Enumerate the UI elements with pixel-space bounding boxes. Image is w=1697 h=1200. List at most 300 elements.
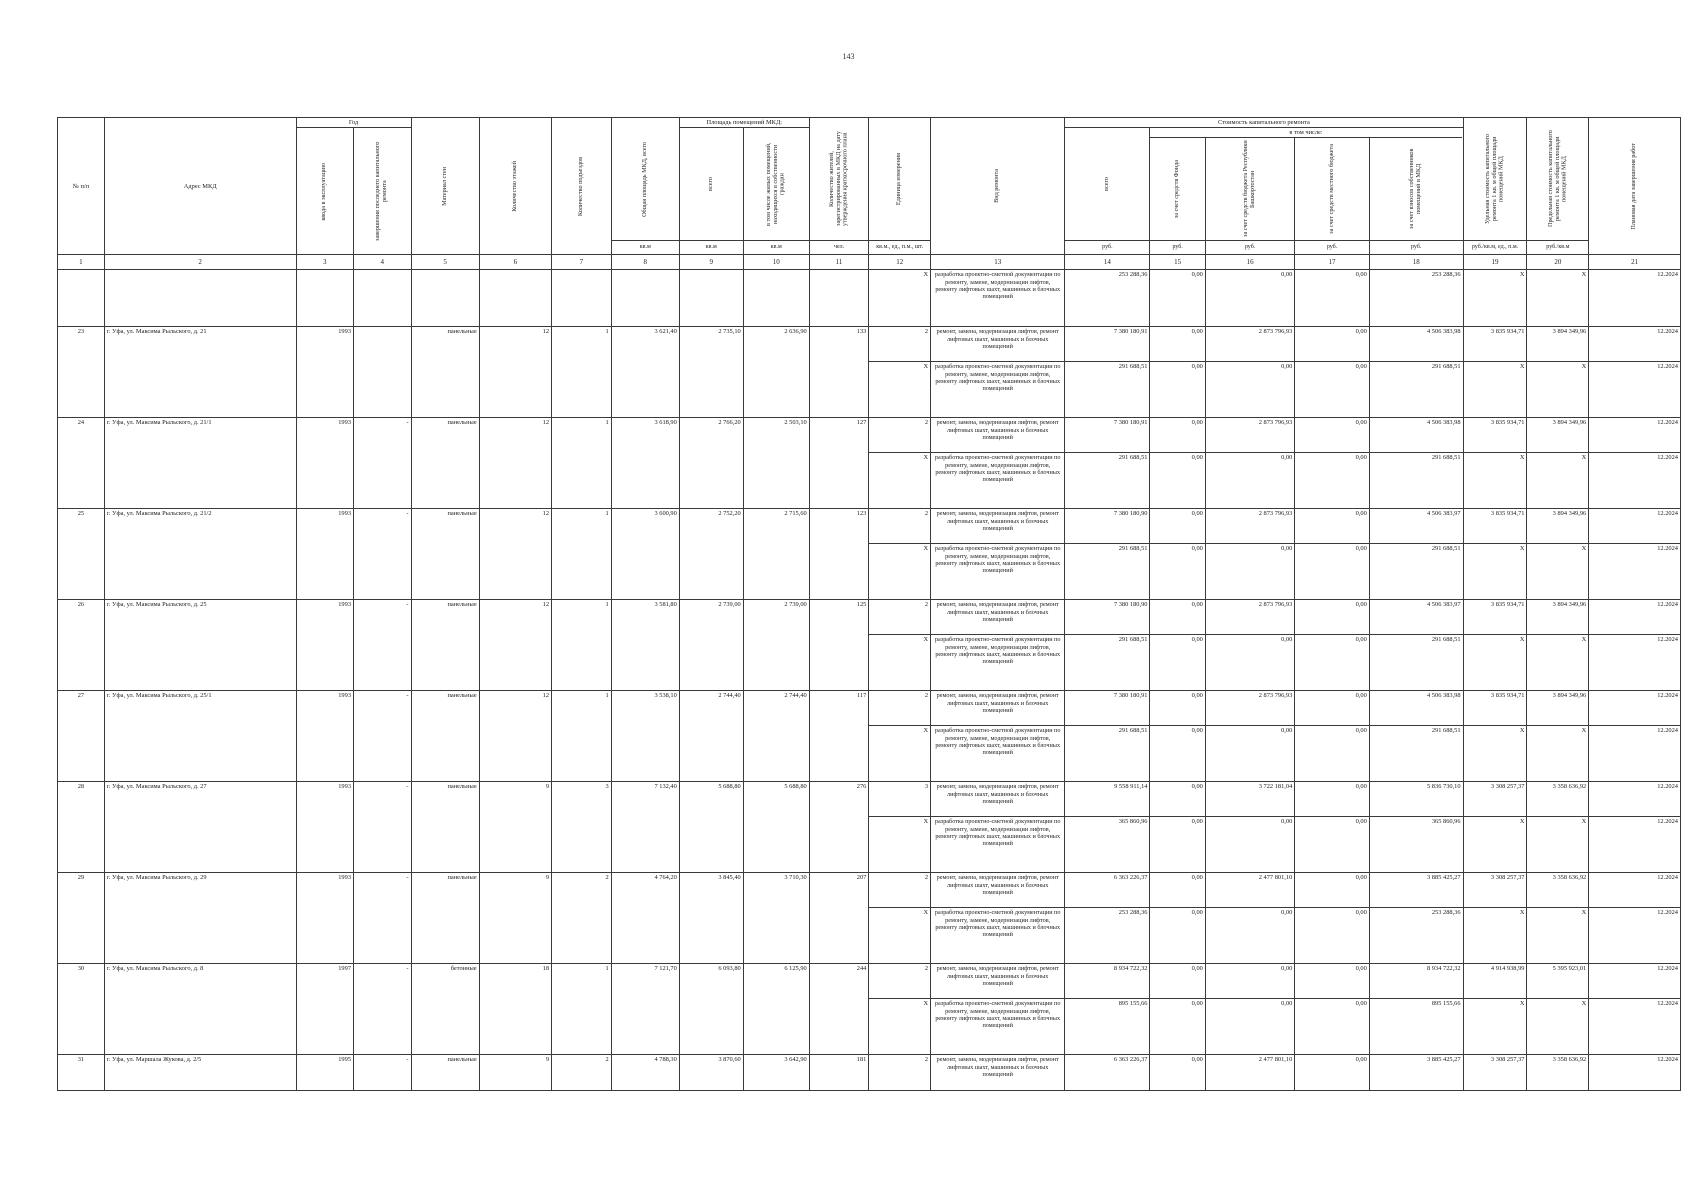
cost-local-budget: 0,00	[1295, 270, 1370, 327]
column-number: 9	[679, 255, 743, 270]
cost-fund: 0,00	[1150, 418, 1205, 453]
header-cell	[296, 128, 354, 255]
work-type: ремонт, замена, модернизация лифтов, ремонт лифтовых шахт, машинных и блочных помещений	[931, 1055, 1065, 1091]
total-area: 4 764,20	[611, 873, 679, 964]
empty-cell	[479, 270, 551, 327]
column-number-row	[58, 255, 1681, 270]
cost-total: 253 288,36	[1065, 908, 1150, 964]
residential-area: 2 715,60	[743, 509, 809, 600]
column-number: 7	[552, 255, 612, 270]
unit-cell: кв.м	[679, 241, 743, 255]
completion-date: 12.2024	[1589, 782, 1681, 817]
header-text: Предельная стоимость капитального ремонта 1 кв. м общей площади помещений МКД	[1546, 130, 1568, 228]
floors: 9	[479, 782, 551, 873]
column-number: 16	[1205, 255, 1294, 270]
column-number: 4	[354, 255, 412, 270]
empty-cell	[104, 270, 296, 327]
completion-date: 12.2024	[1589, 964, 1681, 999]
empty-cell	[296, 270, 354, 327]
cost-owners: 291 688,51	[1369, 544, 1463, 600]
work-type: ремонт, замена, модернизация лифтов, ремонт лифтовых шахт, машинных и блочных помещений	[931, 600, 1065, 635]
cost-total: 6 363 226,37	[1065, 1055, 1150, 1091]
last-repair-year: -	[354, 964, 412, 1055]
header-cell	[1065, 128, 1150, 241]
table-row	[58, 509, 1681, 544]
header-cell	[869, 118, 931, 241]
residents: 123	[809, 509, 869, 600]
column-number: 15	[1150, 255, 1205, 270]
cost-republic-budget: 0,00	[1205, 964, 1294, 999]
cost-local-budget: 0,00	[1295, 782, 1370, 817]
table-row	[58, 873, 1681, 908]
cost-total: 9 558 911,14	[1065, 782, 1150, 817]
table-row	[58, 418, 1681, 453]
empty-cell	[743, 270, 809, 327]
cost-owners: 4 506 383,98	[1369, 418, 1463, 453]
last-repair-year	[354, 327, 412, 418]
specific-cost: 3 835 934,71	[1463, 418, 1527, 453]
cost-total: 7 380 180,90	[1065, 509, 1150, 544]
limit-cost: X	[1527, 817, 1589, 873]
unit-value: X	[869, 635, 931, 691]
wall-material: панельные	[411, 782, 479, 873]
header-cell: № п/п	[58, 118, 105, 255]
header-text: Количество этажей	[510, 160, 518, 212]
floors: 12	[479, 691, 551, 782]
work-type: разработка проектно-сметной документации по ремонту, замене, модернизации лифтов, ремонту лифтовых шахт, машинных и блочных помещений	[931, 362, 1065, 418]
cost-owners: 8 934 722,32	[1369, 964, 1463, 999]
header-cell	[1295, 128, 1370, 241]
completion-date: 12.2024	[1589, 453, 1681, 509]
row-number: 26	[58, 600, 105, 691]
limit-cost: X	[1527, 362, 1589, 418]
total-area: 7 132,40	[611, 782, 679, 873]
cost-total: 7 380 180,91	[1065, 418, 1150, 453]
work-type: ремонт, замена, модернизация лифтов, ремонт лифтовых шахт, машинных и блочных помещений	[931, 327, 1065, 362]
cost-owners: 291 688,51	[1369, 362, 1463, 418]
work-type: ремонт, замена, модернизация лифтов, ремонт лифтовых шахт, машинных и блочных помещений	[931, 418, 1065, 453]
residents: 133	[809, 327, 869, 418]
completion-date: 12.2024	[1589, 600, 1681, 635]
work-type: разработка проектно-сметной документации по ремонту, замене, модернизации лифтов, ремонту лифтовых шахт, машинных и блочных помещений	[931, 908, 1065, 964]
address: г. Уфа, ул. Максима Рыльского, д. 21	[104, 327, 296, 418]
cost-local-budget: 0,00	[1295, 691, 1370, 726]
unit-value: 2	[869, 964, 931, 999]
header-text: Вид ремонта	[993, 169, 1001, 204]
floors: 12	[479, 600, 551, 691]
premises-area: 2 739,00	[679, 600, 743, 691]
completion-date: 12.2024	[1589, 726, 1681, 782]
unit-value: 2	[869, 327, 931, 362]
completion-date: 12.2024	[1589, 270, 1681, 327]
total-area: 3 621,40	[611, 327, 679, 418]
entrances: 1	[552, 600, 612, 691]
residential-area: 3 642,90	[743, 1055, 809, 1091]
specific-cost: 3 308 257,37	[1463, 1055, 1527, 1091]
work-type: разработка проектно-сметной документации по ремонту, замене, модернизации лифтов, ремонту лифтовых шахт, машинных и блочных помещений	[931, 544, 1065, 600]
unit-value: 2	[869, 600, 931, 635]
cost-local-budget: 0,00	[1295, 999, 1370, 1055]
work-type: разработка проектно-сметной документации по ремонту, замене, модернизации лифтов, ремонту лифтовых шахт, машинных и блочных помещений	[931, 726, 1065, 782]
column-number: 11	[809, 255, 869, 270]
specific-cost: X	[1463, 544, 1527, 600]
work-type: ремонт, замена, модернизация лифтов, ремонт лифтовых шахт, машинных и блочных помещений	[931, 509, 1065, 544]
cost-owners: 253 288,36	[1369, 908, 1463, 964]
completion-date: 12.2024	[1589, 999, 1681, 1055]
limit-cost: X	[1527, 908, 1589, 964]
limit-cost: 3 894 349,96	[1527, 600, 1589, 635]
entrances: 1	[552, 418, 612, 509]
completion-date: 12.2024	[1589, 362, 1681, 418]
wall-material: бетонные	[411, 964, 479, 1055]
column-number: 12	[869, 255, 931, 270]
limit-cost: X	[1527, 544, 1589, 600]
cost-local-budget: 0,00	[1295, 964, 1370, 999]
unit-cell: кв.м	[743, 241, 809, 255]
wall-material: панельные	[411, 1055, 479, 1091]
entrances: 2	[552, 1055, 612, 1091]
cost-total: 365 860,96	[1065, 817, 1150, 873]
year-built: 1993	[296, 782, 354, 873]
residents: 276	[809, 782, 869, 873]
cost-total: 8 934 722,32	[1065, 964, 1150, 999]
column-number: 14	[1065, 255, 1150, 270]
cost-republic-budget: 0,00	[1205, 544, 1294, 600]
work-type: разработка проектно-сметной документации по ремонту, замене, модернизации лифтов, ремонту лифтовых шахт, машинных и блочных помещений	[931, 270, 1065, 327]
cost-fund: 0,00	[1150, 817, 1205, 873]
cost-fund: 0,00	[1150, 600, 1205, 635]
work-type: ремонт, замена, модернизация лифтов, ремонт лифтовых шахт, машинных и блочных помещений	[931, 691, 1065, 726]
unit-value: 2	[869, 873, 931, 908]
cost-total: 291 688,51	[1065, 726, 1150, 782]
header-text: Удельная стоимость капитального ремонта 1 кв. м общей площади помещений МКД	[1483, 134, 1505, 225]
cost-local-budget: 0,00	[1295, 362, 1370, 418]
unit-cell: кв.м., ед., п.м., шт.	[869, 241, 931, 255]
cost-republic-budget: 0,00	[1205, 726, 1294, 782]
header-text: за счет средств Фонда	[1173, 160, 1181, 219]
work-type: ремонт, замена, модернизация лифтов, ремонт лифтовых шахт, машинных и блочных помещений	[931, 964, 1065, 999]
limit-cost: 3 894 349,96	[1527, 509, 1589, 544]
unit-value: 3	[869, 782, 931, 817]
empty-cell	[809, 270, 869, 327]
completion-date: 12.2024	[1589, 873, 1681, 908]
residential-area: 6 125,90	[743, 964, 809, 1055]
header-cell	[611, 118, 679, 241]
address: г. Уфа, ул. Максима Рыльского, д. 25	[104, 600, 296, 691]
premises-area: 2 766,20	[679, 418, 743, 509]
cost-owners: 291 688,51	[1369, 635, 1463, 691]
header-cell: Площадь помещений МКД:	[679, 118, 809, 128]
header-text: Количество жителей, зарегистрированных в МКД на дату утверждения краткосрочного плана	[827, 131, 849, 227]
completion-date: 12.2024	[1589, 691, 1681, 726]
header-cell	[552, 118, 612, 255]
unit-value: X	[869, 270, 931, 327]
premises-area: 3 870,60	[679, 1055, 743, 1091]
cost-owners: 4 506 383,97	[1369, 600, 1463, 635]
limit-cost: X	[1527, 999, 1589, 1055]
cost-owners: 253 288,36	[1369, 270, 1463, 327]
column-number: 21	[1589, 255, 1681, 270]
address: г. Уфа, ул. Максима Рыльского, д. 21/1	[104, 418, 296, 509]
cost-fund: 0,00	[1150, 544, 1205, 600]
unit-cell: чел.	[809, 241, 869, 255]
residential-area: 3 710,30	[743, 873, 809, 964]
specific-cost: X	[1463, 635, 1527, 691]
cost-total: 291 688,51	[1065, 362, 1150, 418]
unit-value: X	[869, 726, 931, 782]
page-number: 143	[842, 52, 855, 61]
unit-cell: руб.	[1150, 241, 1205, 255]
cost-fund: 0,00	[1150, 453, 1205, 509]
header-text: Единица измерения	[895, 153, 903, 206]
specific-cost: 3 835 934,71	[1463, 600, 1527, 635]
address: г. Уфа, ул. Маршала Жукова, д. 2/5	[104, 1055, 296, 1091]
residential-area: 5 688,80	[743, 782, 809, 873]
specific-cost: X	[1463, 908, 1527, 964]
limit-cost: 3 894 349,96	[1527, 327, 1589, 362]
specific-cost: X	[1463, 999, 1527, 1055]
premises-area: 2 744,40	[679, 691, 743, 782]
completion-date: 12.2024	[1589, 1055, 1681, 1091]
unit-cell: руб./кв.м	[1527, 241, 1589, 255]
cost-total: 6 363 226,37	[1065, 873, 1150, 908]
column-number: 18	[1369, 255, 1463, 270]
work-type: разработка проектно-сметной документации по ремонту, замене, модернизации лифтов, ремонту лифтовых шахт, машинных и блочных помещений	[931, 817, 1065, 873]
completion-date: 12.2024	[1589, 418, 1681, 453]
address: г. Уфа, ул. Максима Рыльского, д. 8	[104, 964, 296, 1055]
cost-republic-budget: 0,00	[1205, 270, 1294, 327]
specific-cost: 3 835 934,71	[1463, 691, 1527, 726]
limit-cost: 3 894 349,96	[1527, 691, 1589, 726]
cost-republic-budget: 3 722 181,04	[1205, 782, 1294, 817]
empty-cell	[354, 270, 412, 327]
cost-local-budget: 0,00	[1295, 726, 1370, 782]
cost-total: 895 155,66	[1065, 999, 1150, 1055]
unit-value: X	[869, 544, 931, 600]
unit-value: X	[869, 999, 931, 1055]
cost-republic-budget: 2 477 801,10	[1205, 1055, 1294, 1091]
row-number: 23	[58, 327, 105, 418]
cost-total: 7 380 180,91	[1065, 691, 1150, 726]
header-cell	[679, 128, 743, 241]
residential-area: 2 503,10	[743, 418, 809, 509]
residents: 125	[809, 600, 869, 691]
residents: 117	[809, 691, 869, 782]
address: г. Уфа, ул. Максима Рыльского, д. 29	[104, 873, 296, 964]
floors: 12	[479, 509, 551, 600]
cost-local-budget: 0,00	[1295, 509, 1370, 544]
cost-fund: 0,00	[1150, 782, 1205, 817]
unit-value: 2	[869, 509, 931, 544]
cost-local-budget: 0,00	[1295, 873, 1370, 908]
column-number: 5	[411, 255, 479, 270]
header-cell	[1205, 128, 1294, 241]
empty-cell	[611, 270, 679, 327]
last-repair-year: -	[354, 782, 412, 873]
limit-cost: X	[1527, 726, 1589, 782]
header-cell	[1369, 128, 1463, 241]
year-built: 1993	[296, 600, 354, 691]
column-number: 20	[1527, 255, 1589, 270]
last-repair-year: -	[354, 691, 412, 782]
wall-material: панельные	[411, 509, 479, 600]
cost-owners: 3 885 425,27	[1369, 1055, 1463, 1091]
column-number: 19	[1463, 255, 1527, 270]
header-cell	[479, 118, 551, 255]
unit-value: X	[869, 908, 931, 964]
limit-cost: 3 894 349,96	[1527, 418, 1589, 453]
cost-republic-budget: 0,00	[1205, 635, 1294, 691]
residents: 181	[809, 1055, 869, 1091]
completion-date: 12.2024	[1589, 908, 1681, 964]
premises-area: 6 093,80	[679, 964, 743, 1055]
entrances: 1	[552, 691, 612, 782]
cost-republic-budget: 2 873 796,93	[1205, 327, 1294, 362]
unit-value: 2	[869, 418, 931, 453]
table-row	[58, 782, 1681, 817]
unit-value: 2	[869, 691, 931, 726]
specific-cost: 3 835 934,71	[1463, 509, 1527, 544]
total-area: 3 581,80	[611, 600, 679, 691]
limit-cost: X	[1527, 453, 1589, 509]
entrances: 1	[552, 327, 612, 418]
incl-banner: в том числе:	[1150, 128, 1462, 138]
header-text: за счет средств бюджета Республики Башкортостан	[1242, 141, 1257, 238]
cost-republic-budget: 0,00	[1205, 453, 1294, 509]
header-cell: Год	[296, 118, 411, 128]
cost-fund: 0,00	[1150, 873, 1205, 908]
cost-owners: 4 506 383,97	[1369, 509, 1463, 544]
residents: 207	[809, 873, 869, 964]
specific-cost: 3 835 934,71	[1463, 327, 1527, 362]
completion-date: 12.2024	[1589, 635, 1681, 691]
column-number: 6	[479, 255, 551, 270]
work-type: ремонт, замена, модернизация лифтов, ремонт лифтовых шахт, машинных и блочных помещений	[931, 873, 1065, 908]
year-built: 1993	[296, 327, 354, 418]
empty-cell	[679, 270, 743, 327]
cost-owners: 365 860,96	[1369, 817, 1463, 873]
row-number: 27	[58, 691, 105, 782]
residential-area: 2 636,90	[743, 327, 809, 418]
cost-owners: 4 506 383,98	[1369, 327, 1463, 362]
capital-repair-table	[57, 117, 1681, 1091]
limit-cost: 5 395 923,01	[1527, 964, 1589, 999]
table-row	[58, 327, 1681, 362]
row-number: 24	[58, 418, 105, 509]
header-cell	[411, 118, 479, 255]
cost-owners: 895 155,66	[1369, 999, 1463, 1055]
work-type: разработка проектно-сметной документации по ремонту, замене, модернизации лифтов, ремонту лифтовых шахт, машинных и блочных помещений	[931, 999, 1065, 1055]
specific-cost: 3 308 257,37	[1463, 782, 1527, 817]
header-text: всего	[1102, 177, 1110, 192]
cost-owners: 291 688,51	[1369, 726, 1463, 782]
completion-date: 12.2024	[1589, 544, 1681, 600]
cost-fund: 0,00	[1150, 270, 1205, 327]
row-number: 30	[58, 964, 105, 1055]
cost-republic-budget: 0,00	[1205, 999, 1294, 1055]
residential-area: 2 744,40	[743, 691, 809, 782]
header-text: Плановая дата завершения работ	[1630, 142, 1638, 230]
header-cell	[1463, 118, 1527, 241]
cost-local-budget: 0,00	[1295, 327, 1370, 362]
entrances: 3	[552, 782, 612, 873]
header-cell: Стоимость капитального ремонта	[1065, 118, 1463, 128]
last-repair-year: -	[354, 418, 412, 509]
cost-local-budget: 0,00	[1295, 544, 1370, 600]
header-cell	[931, 118, 1065, 255]
wall-material: панельные	[411, 600, 479, 691]
residents: 127	[809, 418, 869, 509]
row-number: 28	[58, 782, 105, 873]
premises-area: 5 688,80	[679, 782, 743, 873]
cost-local-budget: 0,00	[1295, 635, 1370, 691]
unit-value: X	[869, 817, 931, 873]
floors: 12	[479, 327, 551, 418]
empty-cell	[552, 270, 612, 327]
header-cell	[354, 128, 412, 255]
work-type: разработка проектно-сметной документации по ремонту, замене, модернизации лифтов, ремонту лифтовых шахт, машинных и блочных помещений	[931, 453, 1065, 509]
header-text: ввода в эксплуатацию	[320, 162, 328, 221]
empty-cell	[411, 270, 479, 327]
table-row	[58, 1055, 1681, 1091]
unit-cell: руб.	[1369, 241, 1463, 255]
completion-date: 12.2024	[1589, 509, 1681, 544]
column-number: 1	[58, 255, 105, 270]
table-row	[58, 691, 1681, 726]
cost-fund: 0,00	[1150, 691, 1205, 726]
cost-local-budget: 0,00	[1295, 908, 1370, 964]
cost-republic-budget: 2 873 796,93	[1205, 600, 1294, 635]
total-area: 3 618,90	[611, 418, 679, 509]
total-area: 3 538,10	[611, 691, 679, 782]
header-text: за счет средств местного бюджета	[1327, 144, 1335, 235]
unit-cell: руб.	[1205, 241, 1294, 255]
residential-area: 2 739,00	[743, 600, 809, 691]
specific-cost: X	[1463, 817, 1527, 873]
total-area: 4 788,30	[611, 1055, 679, 1091]
cost-total: 291 688,51	[1065, 544, 1150, 600]
cost-owners: 3 885 425,27	[1369, 873, 1463, 908]
cost-fund: 0,00	[1150, 362, 1205, 418]
cost-fund: 0,00	[1150, 327, 1205, 362]
column-number: 13	[931, 255, 1065, 270]
total-area: 7 121,70	[611, 964, 679, 1055]
cost-fund: 0,00	[1150, 964, 1205, 999]
table-row	[58, 964, 1681, 999]
specific-cost: X	[1463, 453, 1527, 509]
cost-fund: 0,00	[1150, 1055, 1205, 1091]
year-built: 1997	[296, 964, 354, 1055]
limit-cost: 3 358 636,92	[1527, 873, 1589, 908]
cost-fund: 0,00	[1150, 726, 1205, 782]
empty-cell	[58, 270, 105, 327]
header-cell: Адрес МКД	[104, 118, 296, 255]
header-cell	[809, 118, 869, 241]
year-built: 1993	[296, 873, 354, 964]
table-header	[58, 118, 1681, 270]
header-cell	[743, 128, 809, 241]
year-built: 1993	[296, 418, 354, 509]
specific-cost: X	[1463, 362, 1527, 418]
header-cell	[1150, 128, 1205, 241]
cost-republic-budget: 2 873 796,93	[1205, 509, 1294, 544]
last-repair-year: -	[354, 873, 412, 964]
entrances: 1	[552, 509, 612, 600]
year-built: 1993	[296, 509, 354, 600]
column-number: 17	[1295, 255, 1370, 270]
header-text: за счет взносов собственников помещений в МКД	[1408, 149, 1423, 230]
header-cell	[1527, 118, 1589, 241]
